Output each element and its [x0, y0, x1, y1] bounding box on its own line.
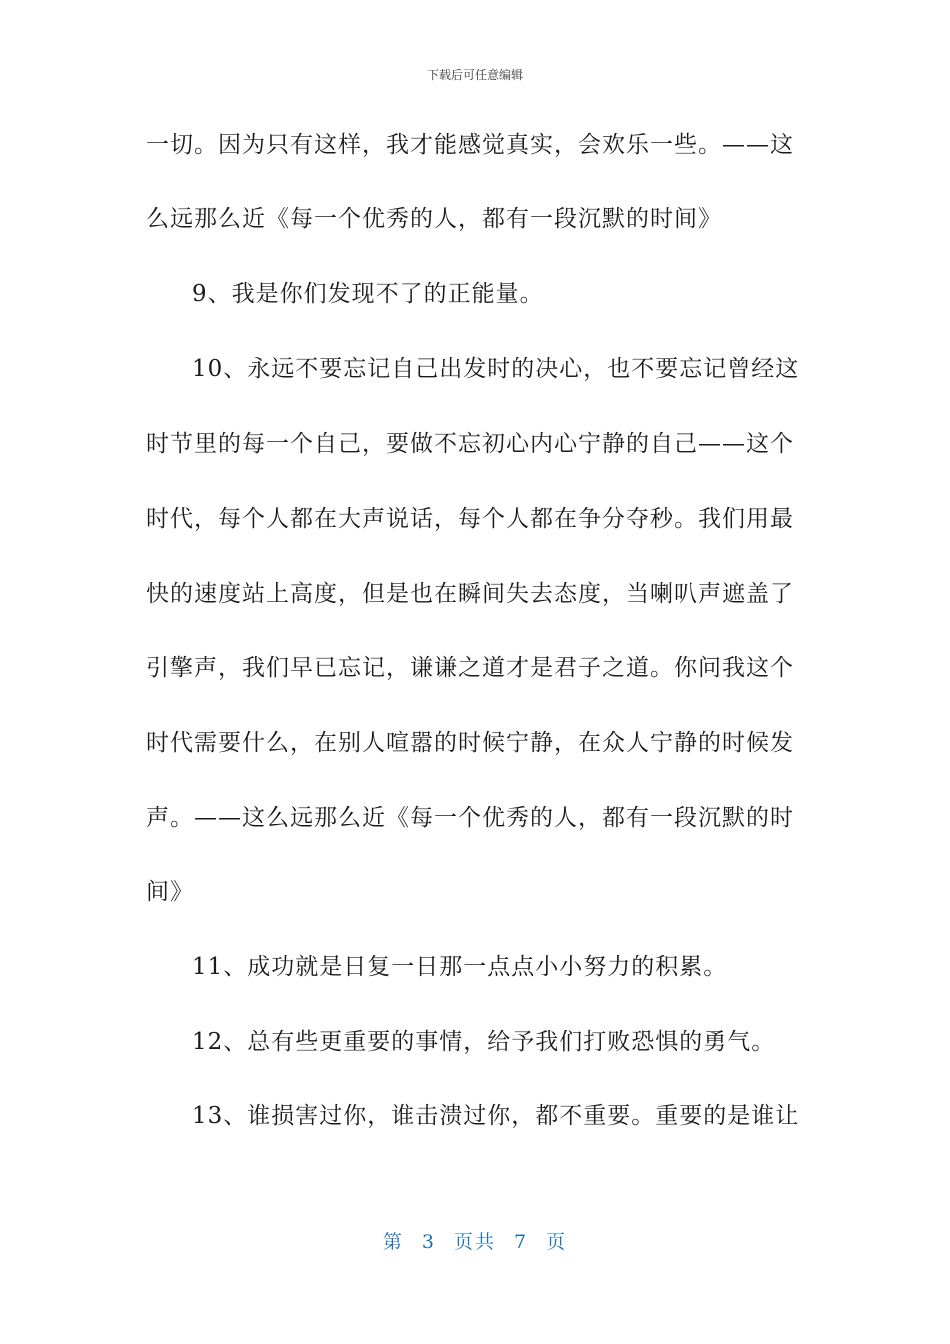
paragraph-line: 11、成功就是日复一日那一点点小小努力的积累。 — [192, 954, 728, 980]
paragraph-line: 引擎声，我们早已忘记，谦谦之道才是君子之道。你问我这个 — [146, 655, 794, 681]
paragraph-line: 声。——这么远那么近《每一个优秀的人，都有一段沉默的时 — [146, 805, 794, 831]
paragraph-line: 10、永远不要忘记自己出发时的决心，也不要忘记曾经这 — [192, 356, 800, 382]
paragraph-line: 13、谁损害过你，谁击溃过你，都不重要。重要的是谁让 — [192, 1103, 800, 1129]
paragraph-line: 时代，每个人都在大声说话，每个人都在争分夺秒。我们用最 — [146, 506, 794, 532]
paragraph-line: 时节里的每一个自己，要做不忘初心内心宁静的自己——这个 — [146, 431, 794, 457]
total-pages-number: 7 — [514, 1231, 529, 1253]
current-page-number: 3 — [421, 1231, 436, 1253]
paragraph-line: 快的速度站上高度，但是也在瞬间失去态度，当喇叭声遮盖了 — [146, 581, 794, 607]
paragraph-line: 12、总有些更重要的事情，给予我们打败恐惧的勇气。 — [192, 1029, 776, 1055]
page-footer — [0, 1227, 950, 1254]
footer-suffix: 页 — [546, 1231, 568, 1253]
footer-middle: 页共 — [453, 1231, 496, 1253]
footer-prefix: 第 — [382, 1231, 404, 1253]
paragraph-line: 时代需要什么，在别人喧嚣的时候宁静，在众人宁静的时候发 — [146, 730, 794, 756]
paragraph-line: 么远那么近《每一个优秀的人，都有一段沉默的时间》 — [146, 206, 722, 232]
paragraph-line: 间》 — [146, 879, 194, 905]
paragraph-line: 一切。因为只有这样，我才能感觉真实，会欢乐一些。——这 — [146, 132, 794, 158]
page-header: 下载后可任意编辑 — [426, 68, 523, 82]
paragraph-line: 9、我是你们发现不了的正能量。 — [192, 281, 544, 307]
